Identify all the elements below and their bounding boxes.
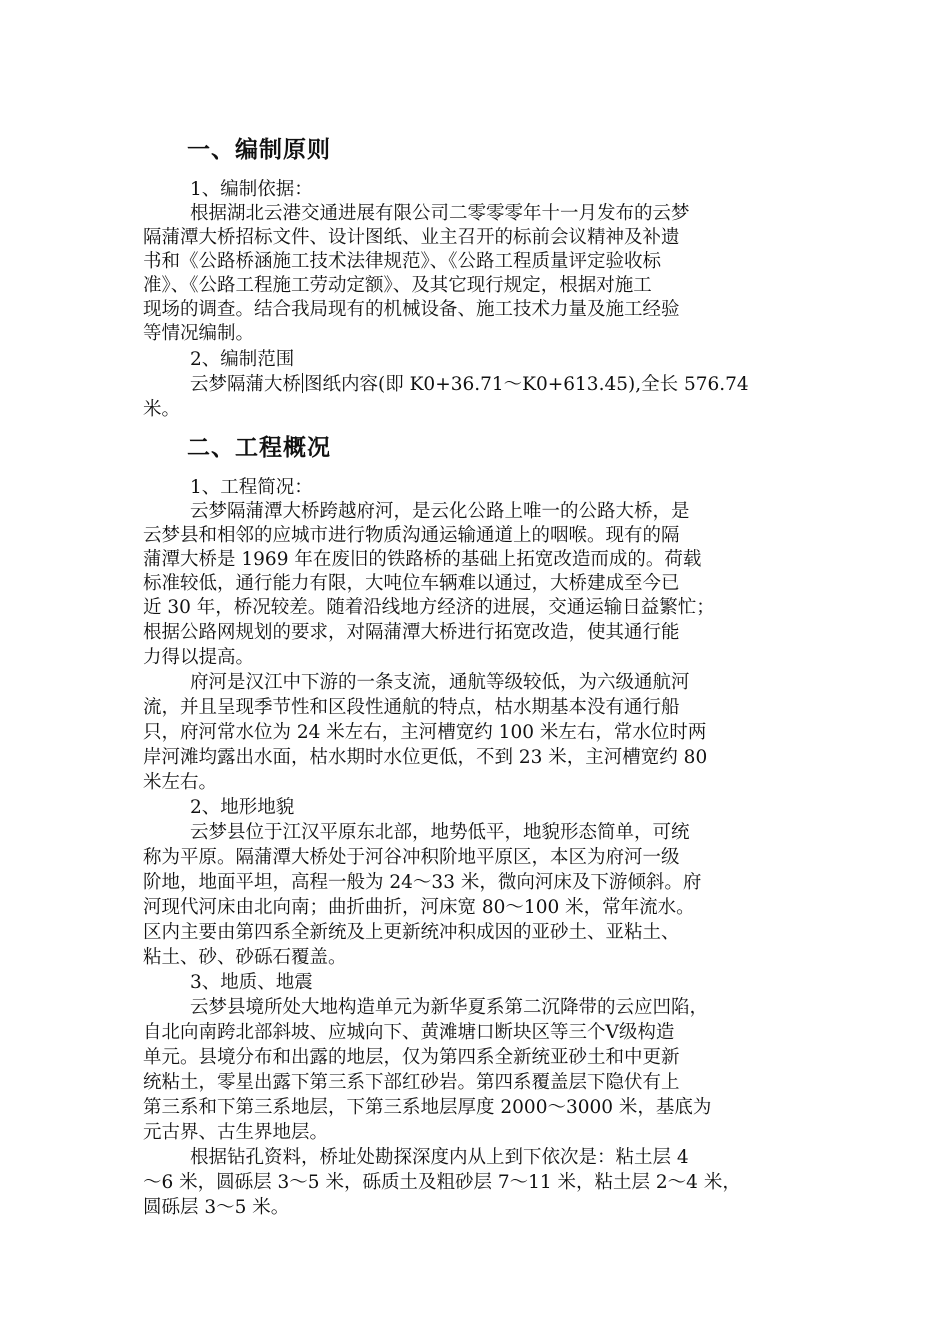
text-cursor xyxy=(302,373,303,393)
paragraph-line: 根据公路网规划的要求，对隔蒲潭大桥进行拓宽改造，使其通行能 xyxy=(143,622,680,643)
paragraph-line: 米左右。 xyxy=(143,772,218,793)
paragraph-line: 标准较低，通行能力有限，大吨位车辆难以通过，大桥建成至今已 xyxy=(143,573,680,594)
paragraph-line: 岸河滩均露出水面，枯水期时水位更低，不到 23 米，主河槽宽约 80 xyxy=(143,747,708,768)
scope-text-end: 图纸内容(即 K0+36.71～K0+613.45),全长 576.74 xyxy=(304,374,749,395)
paragraph-line: 蒲潭大桥是 1969 年在废旧的铁路桥的基础上拓宽改造而成的。荷载 xyxy=(143,549,702,570)
paragraph-line: 云梦县位于江汉平原东北部，地势低平，地貌形态简单，可统 xyxy=(190,822,690,843)
paragraph-line[interactable] xyxy=(190,373,749,397)
paragraph-line: ～6 米，圆砾层 3～5 米，砾质土及粗砂层 7～11 米，粘土层 2～4 米， xyxy=(143,1172,741,1193)
paragraph-line: 云梦县和相邻的应城市进行物质沟通运输通道上的咽喉。现有的隔 xyxy=(143,525,680,546)
paragraph-line: 区内主要由第四系全新统及上更新统冲积成因的亚砂土、亚粘土、 xyxy=(143,922,680,943)
paragraph-line: 圆砾层 3～5 米。 xyxy=(143,1197,290,1218)
paragraph-line: 云梦隔蒲潭大桥跨越府河，是云化公路上唯一的公路大桥，是 xyxy=(190,501,690,522)
paragraph-line: 等情况编制。 xyxy=(143,323,255,344)
paragraph-line: 府河是汉江中下游的一条支流，通航等级较低，为六级通航河 xyxy=(190,672,690,693)
paragraph-line: 流，并且呈现季节性和区段性通航的特点，枯水期基本没有通行船 xyxy=(143,697,680,718)
paragraph-line: 米。 xyxy=(143,399,181,420)
paragraph-line: 近 30 年，桥况较差。随着沿线地方经济的进展，交通运输日益繁忙； xyxy=(143,597,715,618)
paragraph-line: 准》、《公路工程施工劳动定额》、及其它现行规定，根据对施工 xyxy=(143,275,652,296)
paragraph-line: 现场的调查。结合我局现有的机械设备、施工技术力量及施工经验 xyxy=(143,299,680,320)
paragraph-line: 力得以提高。 xyxy=(143,647,255,668)
paragraph-line: 粘土、砂、砂砾石覆盖。 xyxy=(143,947,347,968)
paragraph-line: 单元。县境分布和出露的地层，仅为第四系全新统亚砂土和中更新 xyxy=(143,1047,680,1068)
paragraph-line: 自北向南跨北部斜坡、应城向下、黄滩塘口断块区等三个Ⅴ级构造 xyxy=(143,1022,675,1043)
paragraph-line: 隔蒲潭大桥招标文件、设计图纸、业主召开的标前会议精神及补遗 xyxy=(143,227,680,248)
paragraph-line: 根据钻孔资料，桥址处勘探深度内从上到下依次是：粘土层 4 xyxy=(190,1147,689,1168)
paragraph-line: 云梦县境所处大地构造单元为新华夏系第二沉降带的云应凹陷， xyxy=(190,997,709,1018)
scope-text-start: 云梦隔蒲大桥 xyxy=(190,374,302,395)
paragraph-line: 元古界、古生界地层。 xyxy=(143,1122,329,1143)
subheading-basis: 1、编制依据： xyxy=(190,179,313,200)
subheading-scope: 2、编制范围 xyxy=(190,349,295,370)
paragraph-line: 根据湖北云港交通进展有限公司二零零零年十一月发布的云梦 xyxy=(190,203,690,224)
paragraph-line: 阶地，地面平坦，高程一般为 24～33 米，微向河床及下游倾斜。府 xyxy=(143,872,702,893)
paragraph-line: 称为平原。隔蒲潭大桥处于河谷冲积阶地平原区，本区为府河一级 xyxy=(143,847,680,868)
paragraph-line: 只，府河常水位为 24 米左右，主河槽宽约 100 米左右，常水位时两 xyxy=(143,722,707,743)
paragraph-line: 第三系和下第三系地层，下第三系地层厚度 2000～3000 米，基底为 xyxy=(143,1097,712,1118)
section-heading-2: 二、工程概况 xyxy=(187,435,331,461)
subheading-terrain: 2、地形地貌 xyxy=(190,797,295,818)
section-heading-1: 一、编制原则 xyxy=(187,137,331,163)
paragraph-line: 书和《公路桥涵施工技术法律规范》、《公路工程质量评定验收标 xyxy=(143,251,662,272)
paragraph-line: 统粘土，零星出露下第三系下部红砂岩。第四系覆盖层下隐伏有上 xyxy=(143,1072,680,1093)
paragraph-line: 河现代河床由北向南；曲折曲折，河床宽 80～100 米，常年流水。 xyxy=(143,897,695,918)
subheading-overview: 1、工程简况： xyxy=(190,477,313,498)
subheading-geology: 3、地质、地震 xyxy=(190,972,313,993)
